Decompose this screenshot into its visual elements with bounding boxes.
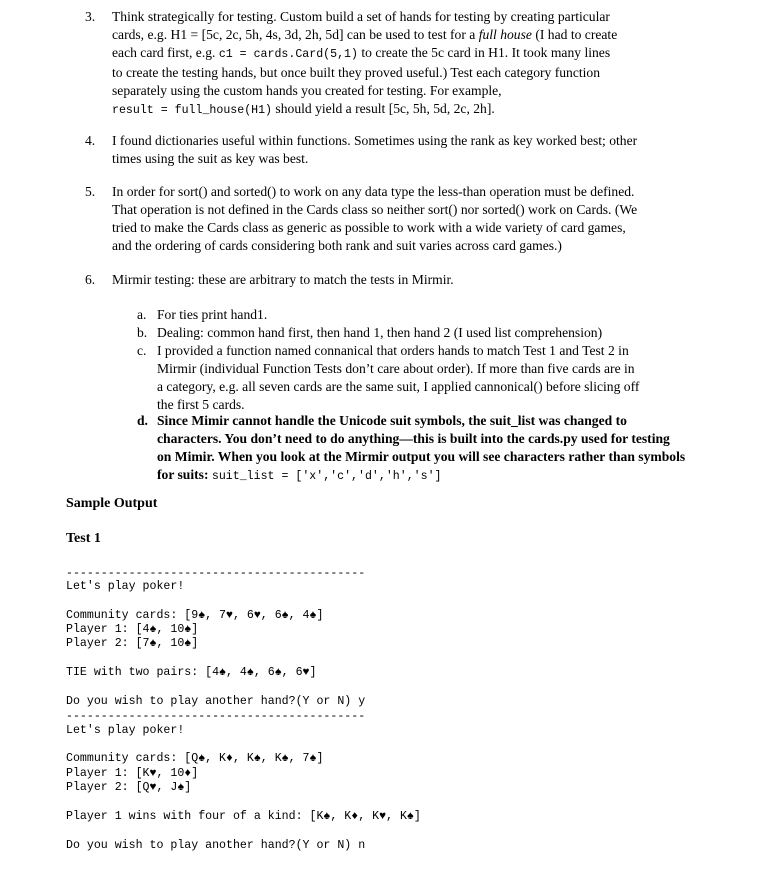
text-line (112, 132, 715, 150)
output-line: Community cards: [9♠, 7♥, 6♥, 6♠, 4♠] (66, 609, 324, 622)
output-divider: ------------------------------------------- (66, 567, 366, 580)
text-span: Think strategically for testing. Custom build a set of hands for testing by creating particular (112, 9, 610, 24)
output-line: Player 1: [K♥, 10♦] (66, 767, 199, 780)
code-text: suit_list = ['x','c','d','h','s'] (211, 470, 442, 483)
text-span: to create the testing hands, but once built they proved useful.) Test each category function (112, 65, 601, 80)
output-line: Player 1 wins with four of a kind: [K♠, K♦, K♥, K♠] (66, 810, 421, 823)
text-line (112, 26, 715, 44)
text-span: should yield a result [5c, 5h, 5d, 2c, 2h]. (272, 101, 495, 116)
sub-list-item-c (137, 342, 717, 414)
text-span: (I had to create (531, 27, 618, 42)
output-line: Community cards: [Q♠, K♦, K♠, K♠, 7♠] (66, 752, 324, 765)
output-line: Let's play poker! (66, 724, 185, 737)
text-span: Mirmir (individual Function Tests don’t care about order). If more than five cards are in (157, 361, 635, 376)
text-span: on Mimir. When you look at the Mirmir output you will see characters rather than symbols (157, 449, 686, 464)
output-line: Player 1: [4♠, 10♠] (66, 623, 199, 636)
text-span: cards, e.g. H1 = [5c, 2c, 5h, 4s, 3d, 2h, 5d] can be used to test for a (112, 27, 479, 42)
sub-list-item-body (157, 324, 717, 342)
list-number: 4. (85, 133, 96, 148)
list-item-body (112, 183, 715, 255)
text-line (112, 271, 715, 289)
list-item-5 (85, 183, 715, 255)
text-line (112, 44, 715, 64)
output-line: Do you wish to play another hand?(Y or N) y (66, 695, 366, 708)
list-item-body (112, 271, 715, 289)
text-span: and the ordering of cards considering both rank and suit varies across card games.) (112, 238, 562, 253)
sub-list-letter: a. (137, 307, 147, 322)
sub-list-item-body (157, 412, 717, 486)
text-line (157, 324, 717, 342)
output-line: Do you wish to play another hand?(Y or N) n (66, 839, 366, 852)
sub-list-item-body (157, 342, 717, 414)
text-line (112, 82, 715, 100)
sample-output-heading: Sample Output (66, 496, 158, 511)
list-item-3 (85, 8, 715, 120)
output-line: Player 2: [Q♥, J♠] (66, 781, 192, 794)
text-line (157, 360, 717, 378)
text-line (157, 306, 717, 324)
sub-list-item-a (137, 306, 717, 324)
text-span: times using the suit as key was best. (112, 151, 309, 166)
sub-list-letter: d. (137, 413, 148, 428)
list-item-body (112, 8, 715, 120)
text-line (112, 64, 715, 82)
sub-list-letter: c. (137, 343, 147, 358)
text-line (157, 466, 717, 486)
text-span: Since Mimir cannot handle the Unicode suit symbols, the suit_list was changed to (157, 413, 627, 428)
text-line (112, 183, 715, 201)
text-span: I found dictionaries useful within functions. Sometimes using the rank as key worked best; other (112, 133, 638, 148)
output-divider: ------------------------------------------- (66, 710, 366, 723)
text-span: Dealing: common hand first, then hand 1, then hand 2 (I used list comprehension) (157, 325, 603, 340)
list-item-body (112, 132, 715, 168)
sub-list-item-body (157, 306, 717, 324)
text-line (112, 8, 715, 26)
text-span: each card first, e.g. (112, 45, 219, 60)
text-span: Mirmir testing: these are arbitrary to match the tests in Mirmir. (112, 272, 454, 287)
list-item-4 (85, 132, 715, 168)
text-line (157, 342, 717, 360)
text-span: for suits: (157, 467, 212, 482)
text-span: the first 5 cards. (157, 397, 245, 412)
list-number: 6. (85, 272, 96, 287)
text-line (157, 430, 717, 448)
output-line: TIE with two pairs: [4♠, 4♠, 6♠, 6♥] (66, 666, 317, 679)
text-line (112, 219, 715, 237)
text-line (112, 201, 715, 219)
text-span: characters. You don’t need to do anything—this is built into the cards.py used for testing (157, 431, 670, 446)
text-line (112, 237, 715, 255)
text-line (112, 100, 715, 120)
italic-text: full house (478, 27, 532, 42)
text-span: tried to make the Cards class as generic as possible to work with a wide variety of card games, (112, 220, 626, 235)
output-line: Let's play poker! (66, 580, 185, 593)
text-line (112, 150, 715, 168)
text-span: I provided a function named connanical that orders hands to match Test 1 and Test 2 in (157, 343, 629, 358)
text-line (157, 412, 717, 430)
code-text: c1 = cards.Card(5,1) (218, 48, 358, 61)
list-item-6 (85, 271, 715, 289)
text-span: a category, e.g. all seven cards are the same suit, I applied cannonical() before slicing off (157, 379, 640, 394)
sub-list-item-d (137, 412, 717, 486)
sub-list-letter: b. (137, 325, 148, 340)
output-line: Player 2: [7♠, 10♠] (66, 637, 199, 650)
text-span: That operation is not defined in the Cards class so neither sort() nor sorted() work on Cards. (We (112, 202, 638, 217)
text-span: In order for sort() and sorted() to work on any data type the less-than operation must be defined. (112, 184, 635, 199)
text-span: For ties print hand1. (157, 307, 268, 322)
test-1-heading: Test 1 (66, 531, 101, 546)
list-number: 5. (85, 184, 96, 199)
text-span: to create the 5c card in H1. It took many lines (357, 45, 611, 60)
sub-list-item-b (137, 324, 717, 342)
text-span: separately using the custom hands you created for testing. For example, (112, 83, 502, 98)
list-number: 3. (85, 9, 96, 24)
code-text: result = full_house(H1) (112, 104, 273, 117)
text-line (157, 448, 717, 466)
text-line (157, 378, 717, 396)
